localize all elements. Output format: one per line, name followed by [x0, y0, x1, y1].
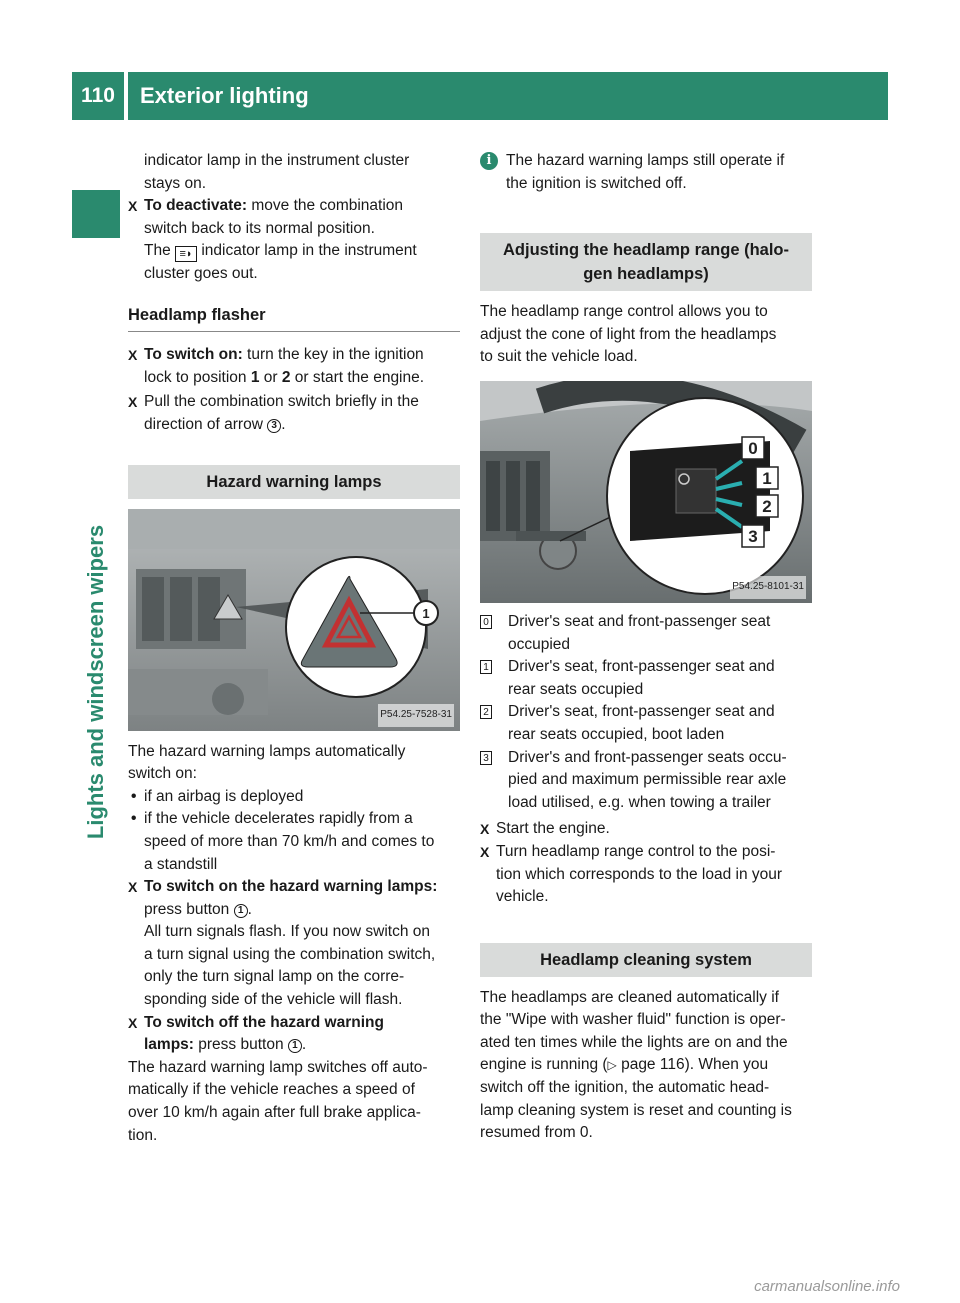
paragraph-line: adjust the cone of light from the headlamps: [480, 325, 777, 343]
step-marker-icon: X: [128, 1014, 138, 1031]
deactivate-step: X To deactivate: move the combination switch back to its normal position. The ≡◗ indicator lamp in the instrument cluster goes out.: [128, 197, 417, 282]
paragraph-line: engine is running (▷ page 116). When you: [480, 1056, 769, 1074]
key-item-3: 3 Driver's and front-passenger seats occu- pied and maximum permissible rear axle load utilised, e.g. when towing a trailer: [480, 747, 812, 815]
figure-label-3: 3: [748, 526, 758, 546]
figure-caption: P54.25-8101-31: [730, 576, 806, 599]
hazard-switch-off-step: X To switch off the hazard warning lamps: press button 1 .: [128, 1013, 384, 1054]
section-heading-headlamp-flasher: Headlamp flasher: [128, 304, 460, 333]
section-heading-headlamp-range: Adjusting the headlamp range (halo- gen headlamps): [480, 233, 812, 291]
main-beam-indicator-icon: ≡◗: [175, 246, 197, 262]
step-marker-icon: X: [128, 347, 138, 364]
paragraph-line: over 10 km/h again after full brake applica-: [128, 1104, 421, 1122]
page-number: 110: [72, 72, 124, 120]
flasher-switch-on-step: X To switch on: turn the key in the ignition lock to position 1 or 2 or start the engine.: [128, 346, 425, 386]
flasher-pull-step: X Pull the combination switch briefly in the direction of arrow 3 .: [128, 393, 419, 433]
key-number: 1: [480, 660, 492, 674]
key-item-0: 0 Driver's seat and front-passenger seat occupied: [480, 611, 812, 656]
paragraph-line: switch on:: [128, 765, 197, 783]
callout-number: 3: [267, 419, 281, 433]
page-reference-arrow-icon: ▷: [607, 1058, 617, 1073]
hazard-illustration: [128, 509, 460, 731]
paragraph-line: The headlamp range control allows you to: [480, 303, 768, 321]
right-column: [480, 150, 812, 1145]
turn-range-control-step: X Turn headlamp range control to the posi- tion which corresponds to the load in your vehicle.: [480, 842, 783, 906]
key-number: 3: [480, 751, 492, 765]
start-engine-step: X Start the engine.: [480, 818, 812, 841]
paragraph-line: The hazard warning lamps automatically: [128, 742, 406, 760]
paragraph-line: tion.: [128, 1126, 158, 1144]
intro-line: stays on.: [144, 174, 207, 192]
hazard-switch-on-step: X To switch on the hazard warning lamps: press button 1 . All turn signals flash. If you now switch on a turn signal using the combination switch, only the turn signal lamp on the corre- sponding side of the vehicle will flash.: [128, 878, 438, 1009]
step-marker-icon: X: [480, 843, 490, 860]
paragraph-line: resumed from 0.: [480, 1124, 593, 1142]
step-marker-icon: X: [128, 198, 138, 215]
step-marker-icon: X: [480, 821, 490, 838]
paragraph-line: ated ten times while the lights are on and the: [480, 1033, 788, 1051]
figure-callout-label: 1: [422, 605, 430, 621]
side-tab-label: Lights and windscreen wipers: [83, 524, 108, 840]
figure-label-2: 2: [762, 496, 772, 516]
info-note: i The hazard warning lamps still operate if the ignition is switched off.: [480, 150, 812, 195]
watermark: carmanualsonline.info: [754, 1278, 900, 1295]
paragraph-line: switch off the ignition, the automatic head-: [480, 1079, 770, 1097]
paragraph-line: The headlamps are cleaned automatically if: [480, 988, 779, 1006]
paragraph-line: the "Wipe with washer fluid" function is oper-: [480, 1011, 786, 1029]
key-item-1: 1 Driver's seat, front-passenger seat and rear seats occupied: [480, 656, 812, 701]
figure-label-0: 0: [748, 438, 758, 458]
paragraph-line: lamp cleaning system is reset and counting is: [480, 1101, 792, 1119]
callout-number: 1: [234, 904, 248, 918]
paragraph-line: The hazard warning lamp switches off auto-: [128, 1058, 428, 1076]
key-number: 2: [480, 705, 492, 719]
figure-caption: P54.25-7528-31: [378, 704, 454, 727]
bullet-item: • if the vehicle decelerates rapidly from a speed of more than 70 km/h and comes to a standstill: [131, 810, 435, 873]
intro-line: indicator lamp in the instrument cluster: [144, 152, 410, 169]
section-heading-cleaning: Headlamp cleaning system: [480, 943, 812, 977]
paragraph-line: matically if the vehicle reaches a speed of: [128, 1081, 415, 1099]
key-number: 0: [480, 615, 492, 629]
bullet-icon: •: [131, 810, 137, 828]
bullet-item: • if an airbag is deployed: [128, 786, 460, 809]
paragraph-line: to suit the vehicle load.: [480, 348, 638, 366]
info-icon: i: [480, 152, 498, 170]
headlamp-range-illustration: [480, 381, 812, 603]
hazard-button-figure: [128, 509, 460, 731]
side-tab-marker: [72, 190, 120, 238]
left-column: [128, 150, 460, 1147]
section-heading-hazard: Hazard warning lamps: [128, 465, 460, 499]
callout-number: 1: [288, 1039, 302, 1053]
step-marker-icon: X: [128, 879, 138, 896]
figure-label-1: 1: [762, 468, 772, 488]
bullet-icon: •: [131, 787, 137, 805]
key-item-2: 2 Driver's seat, front-passenger seat and rear seats occupied, boot laden: [480, 701, 812, 746]
page-title: Exterior lighting: [128, 72, 888, 120]
step-marker-icon: X: [128, 394, 138, 411]
headlamp-range-figure: [480, 381, 812, 603]
